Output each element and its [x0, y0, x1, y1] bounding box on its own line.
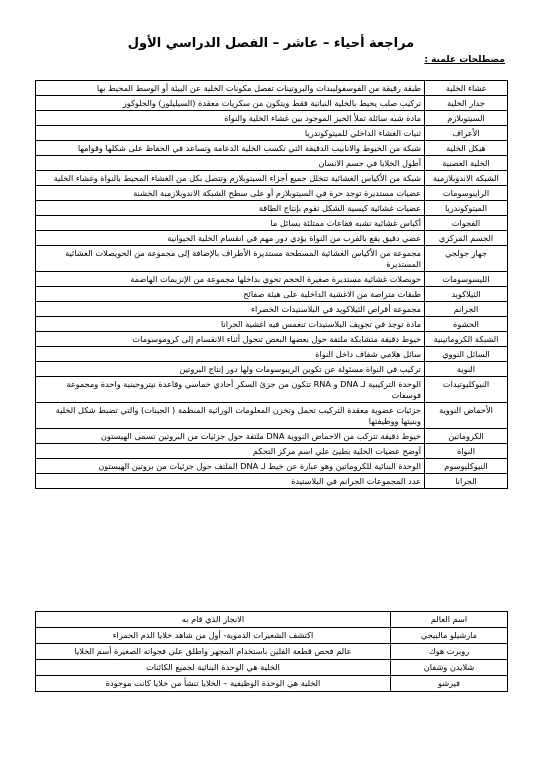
term-cell: جدار الخلية — [425, 96, 508, 111]
term-row — [36, 111, 508, 126]
term-cell: هيكل الخلية — [425, 141, 508, 156]
definition-cell: حويصلات غشائية مستديرة صغيرة الحجم تحوي بداخلها مجموعة من الإنزيمات الهاضمة — [36, 272, 425, 287]
term-cell: الفجوات — [425, 216, 508, 231]
definition-cell: أطول الخلايا في جسم الانسان — [36, 156, 425, 171]
term-cell: النوية — [425, 362, 508, 377]
scientist-name-cell: مارشيلو مالبيجي — [391, 628, 508, 644]
scientist-name-cell: فيرشو — [391, 676, 508, 692]
scientist-row — [36, 660, 508, 676]
definition-cell: أكياس غشائية تشبه فقاعات ممتلئة بسائل ما — [36, 216, 425, 231]
definition-cell: طبقات متراصة من الاغشية الداخلية على هيئة صفائح — [36, 287, 425, 302]
definition-cell: أوضح عضيات الخلية بطيئ علي اسم مركز التحكم — [36, 444, 425, 459]
term-row — [36, 81, 508, 96]
term-row — [36, 429, 508, 444]
term-row — [36, 302, 508, 317]
definition-cell: مجموعة من الأكياس الغشائية المسطحة مستديرة الأطراف بالإضافة إلى مجموعة من الحويصلات الغشائية المستديرة — [36, 246, 425, 272]
definition-cell: مادة شبه سائلة تملأ الحيز الموجود بين غشاء الخلية والنواة — [36, 111, 425, 126]
scientist-row — [36, 628, 508, 644]
term-cell: الرايبوسومات — [425, 186, 508, 201]
term-row — [36, 474, 508, 489]
scientists-table — [35, 611, 508, 692]
term-cell: الكروماتين — [425, 429, 508, 444]
definition-cell: الوحدة التركيبية لـ DNA و RNA تتكون من جزئ السكر أحادي خماسي وقاعدة نيتروجينية واحدة ومجموعة فوسفات — [36, 377, 425, 403]
definition-cell: عضي دقيق يقع بالقرب من النواة يؤدي دور مهم في انقسام الخلية الحيوانية — [36, 231, 425, 246]
definition-cell: مجموعة أقراص الثيلاكويد في البلاستيدات الخضراء — [36, 302, 425, 317]
term-cell: الميتوكوندريا — [425, 201, 508, 216]
terms-table — [35, 80, 508, 489]
term-row — [36, 287, 508, 302]
term-row — [36, 126, 508, 141]
scientist-row — [36, 676, 508, 692]
term-row — [36, 362, 508, 377]
definition-cell: الوحدة البنائية للكروماتين وهو عبارة عن خيط لـ DNA الملتف حول جزئيات من بروتين الهيستون — [36, 459, 425, 474]
achievement-cell: الخلية هي الوحدة الوظيفية – الخلايا تنشأ من خلايا كانت موجودة — [36, 676, 391, 692]
term-cell: الثيلاكويد — [425, 287, 508, 302]
term-row — [36, 347, 508, 362]
term-row — [36, 171, 508, 186]
term-row — [36, 459, 508, 474]
term-row — [36, 201, 508, 216]
definition-cell: جزئيات عضوية معقدة التركيب تحمل وتخزن المعلومات الوراثية المنظمة ( الجينات) والتي تضبط شكل الخلية وبنيتها ووظيفتها — [36, 403, 425, 429]
definition-cell: تركيب في النواة مسئولة عن تكوين الريبوسومات ولها دور إنتاج البروتين — [36, 362, 425, 377]
term-row — [36, 246, 508, 272]
term-row — [36, 272, 508, 287]
term-cell: الجرانم — [425, 302, 508, 317]
section-heading: مصطلحات علمية : — [424, 55, 505, 65]
achievement-cell: عالم فحص قطعة الفلين باستخدام المجهر واطلق علي فجواته الصغيرة أسم الخلايا — [36, 644, 391, 660]
term-cell: الجسم المركزي — [425, 231, 508, 246]
definition-cell: تركيب صلب يحيط بالخلية النباتية فقط ويتكون من سكريات معقدة (السيليلوز) والجلوكوز — [36, 96, 425, 111]
term-row — [36, 317, 508, 332]
term-cell: السائل النووي — [425, 347, 508, 362]
term-cell: الخلية العصبية — [425, 156, 508, 171]
header-scientist-name: اسم العالم — [391, 612, 508, 628]
definition-cell: عدد المجموعات الجرانم في البلاستيدة — [36, 474, 425, 489]
term-cell: الأعراف — [425, 126, 508, 141]
term-cell: الحشوة — [425, 317, 508, 332]
term-row — [36, 444, 508, 459]
term-row — [36, 96, 508, 111]
definition-cell: شبكة من الأكياس الغشائية تتخلل جميع أجزاء السيتوبلازم وتتصل بكل من الغشاء المحيط بالنواة وغشاء الخلية — [36, 171, 425, 186]
term-cell: السيتوبلازم — [425, 111, 508, 126]
definition-cell: عضيات مستديرة توجد حرة في السيتوبلازم أو على سطح الشبكة الاندوبلازمية الخشنة — [36, 186, 425, 201]
scientist-name-cell: روبرت هوك — [391, 644, 508, 660]
term-cell: الشبكة الكروماتينية — [425, 332, 508, 347]
term-cell: النيوكليوسوم — [425, 459, 508, 474]
definition-cell: عضيات غشائية كيسية الشكل تقوم بإنتاج الطاقة — [36, 201, 425, 216]
term-cell: الشبكة الاندوبلازمية — [425, 171, 508, 186]
term-row — [36, 332, 508, 347]
definition-cell: ثنيات الغشاء الداخلي للميتوكوندريا — [36, 126, 425, 141]
term-row — [36, 216, 508, 231]
term-row — [36, 377, 508, 403]
achievement-cell: اكتشف الشعيرات الدموية- أول من شاهد خلايا الدم الحمراء — [36, 628, 391, 644]
term-row — [36, 186, 508, 201]
term-row — [36, 141, 508, 156]
page-title: مراجعة أحياء – عاشر – الفصل الدراسي الأول — [127, 36, 415, 51]
definition-cell: سائل هلامي شفاف داخل النواة — [36, 347, 425, 362]
scientist-name-cell: شلايدن وشفان — [391, 660, 508, 676]
definition-cell: شبكة من الخيوط والانابيب الدقيقة التي تكسب الخلية الدعامة وتساعد في الحفاظ على شكلها وقوامها — [36, 141, 425, 156]
scientist-row — [36, 644, 508, 660]
term-row — [36, 156, 508, 171]
term-cell: جهاز جولجي — [425, 246, 508, 272]
term-cell: الأحماض النووية — [425, 403, 508, 429]
scientists-header-row — [36, 612, 508, 628]
definition-cell: خيوط دقيقة تتركب من الاحماض النووية DNA ملتفة حول جزئيات من البروتين تسمى الهيستون — [36, 429, 425, 444]
definition-cell: طبقة رقيقة من الفوسفوليبدات والبروتينات تفصل مكونات الخلية عن البيئة أو الوسط المحيط بها — [36, 81, 425, 96]
term-cell: الجرانا — [425, 474, 508, 489]
achievement-cell: الخلية هي الوحدة البنائية لجميع الكائنات — [36, 660, 391, 676]
term-cell: الليسوسومات — [425, 272, 508, 287]
term-cell: غشاء الخلية — [425, 81, 508, 96]
definition-cell: خيوط دقيقة متشابكة ملتفة حول بعضها البعض تتحول أثناء الانقسام إلى كروموسومات — [36, 332, 425, 347]
header-achievement: الانجاز الذي قام به — [36, 612, 391, 628]
term-cell: النيوكليوتيدات — [425, 377, 508, 403]
term-cell: النواة — [425, 444, 508, 459]
term-row — [36, 403, 508, 429]
term-row — [36, 231, 508, 246]
definition-cell: مادة توجد في تجويف البلاستيدات تنغمس فيه اغشية الجرانا — [36, 317, 425, 332]
